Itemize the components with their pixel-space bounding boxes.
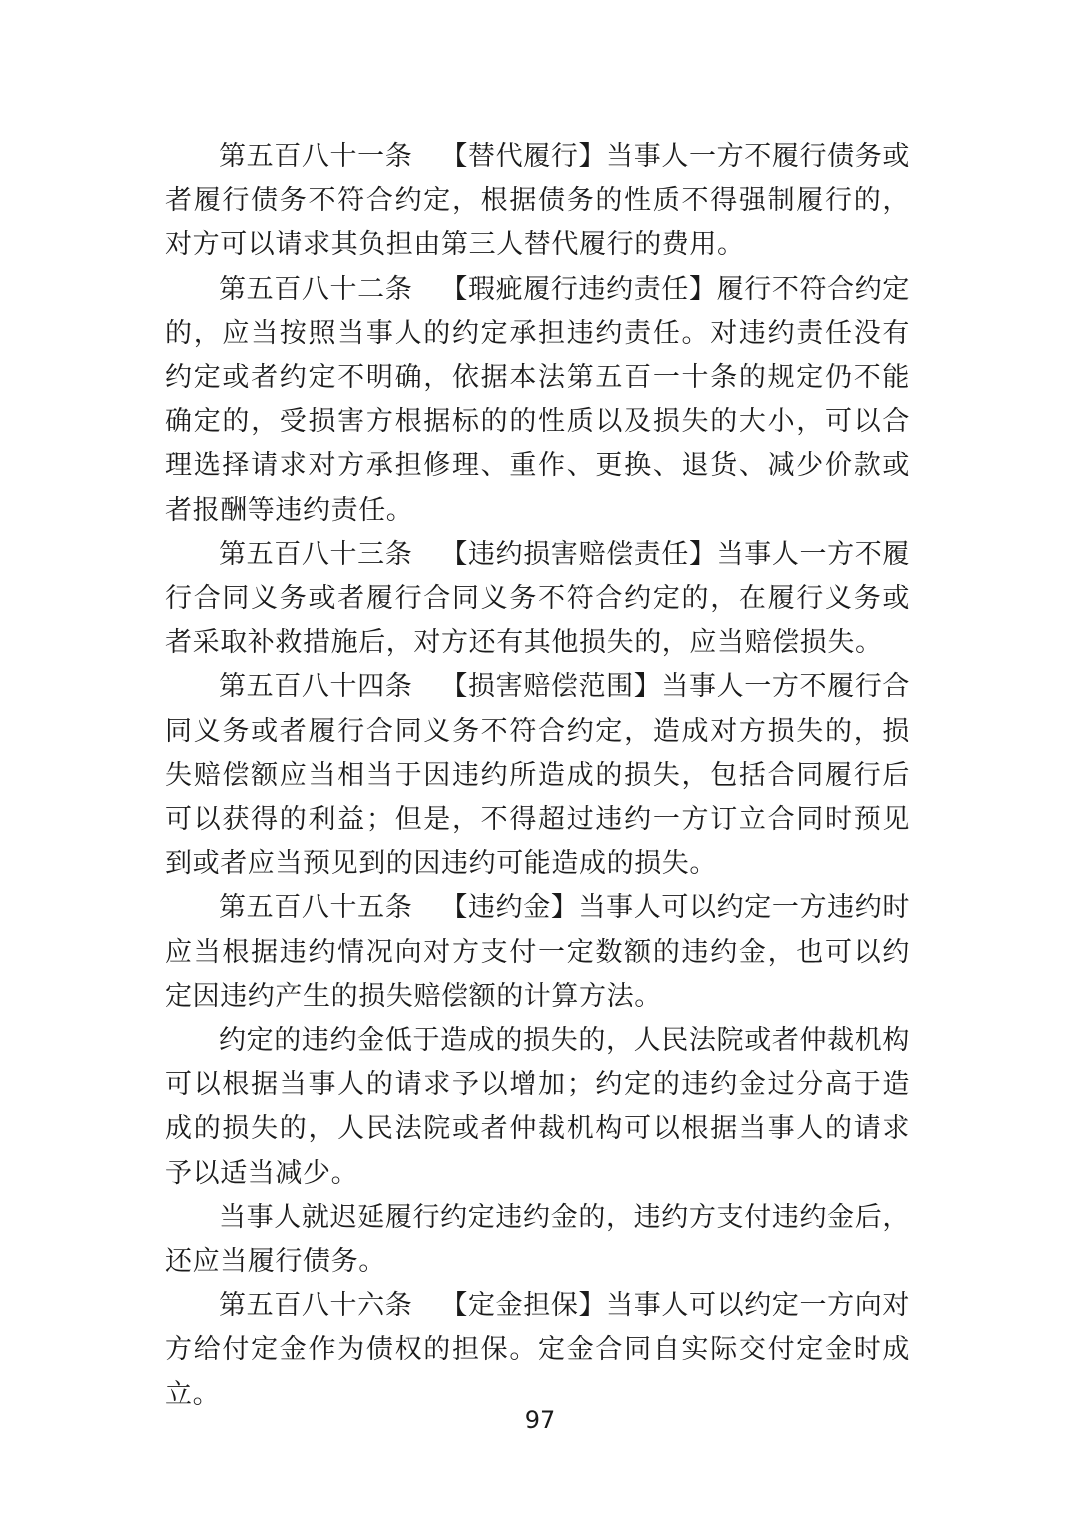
paragraph-text: 约定的违约金低于造成的损失的，人民法院或者仲裁机构可以根据当事人的请求予以增加；约定的违约金过分高于造成的损失的，人民法院或者仲裁机构可以根据当事人的请求予以适当减少。 [165,1025,910,1189]
article-number: 第五百八十三条 [219,538,413,570]
article-585-paragraph-2 [165,1019,910,1196]
article-number: 第五百八十五条 [219,892,413,924]
article-number: 第五百八十四条 [219,671,413,703]
article-text: 【定金担保】当事人可以约定一方向对方给付定金作为债权的担保。定金合同自实际交付定金时成立。 [165,1290,910,1410]
article-list [165,135,910,1417]
article-583 [165,533,910,666]
article-text: 【损害赔偿范围】当事人一方不履行合同义务或者履行合同义务不符合约定，造成对方损失的，损失赔偿额应当相当于因违约所造成的损失，包括合同履行后可以获得的利益；但是，不得超过违约一方订立合同时预见到或者应当预见到的因违约可能造成的损失。 [165,671,910,880]
page-number: 97 [524,1406,556,1434]
article-585 [165,886,910,1019]
article-584 [165,665,910,886]
article-number: 第五百八十一条 [219,141,413,172]
article-number: 第五百八十六条 [219,1290,413,1322]
article-581 [165,135,910,268]
article-text: 【违约损害赔偿责任】当事人一方不履行合同义务或者履行合同义务不符合约定的，在履行义务或者采取补救措施后，对方还有其他损失的，应当赔偿损失。 [165,538,910,659]
article-582 [165,268,910,533]
article-text: 【违约金】当事人可以约定一方违约时应当根据违约情况向对方支付一定数额的违约金，也可以约定因违约产生的损失赔偿额的计算方法。 [165,892,910,1012]
article-586 [165,1284,910,1417]
article-text: 【替代履行】当事人一方不履行债务或者履行债务不符合约定，根据债务的性质不得强制履行的，对方可以请求其负担由第三人替代履行的费用。 [165,141,910,261]
article-number: 第五百八十二条 [219,273,413,305]
paragraph-text: 当事人就迟延履行约定违约金的，违约方支付违约金后，还应当履行债务。 [165,1201,910,1278]
article-text: 【瑕疵履行违约责任】履行不符合约定的，应当按照当事人的约定承担违约责任。对违约责任没有约定或者约定不明确，依据本法第五百一十条的规定仍不能确定的，受损害方根据标的的性质以及损失的大小，可以合理选择请求对方承担修理、重作、更换、退货、减少价款或者报酬等违约责任。 [165,273,910,526]
article-585-paragraph-3 [165,1196,910,1284]
